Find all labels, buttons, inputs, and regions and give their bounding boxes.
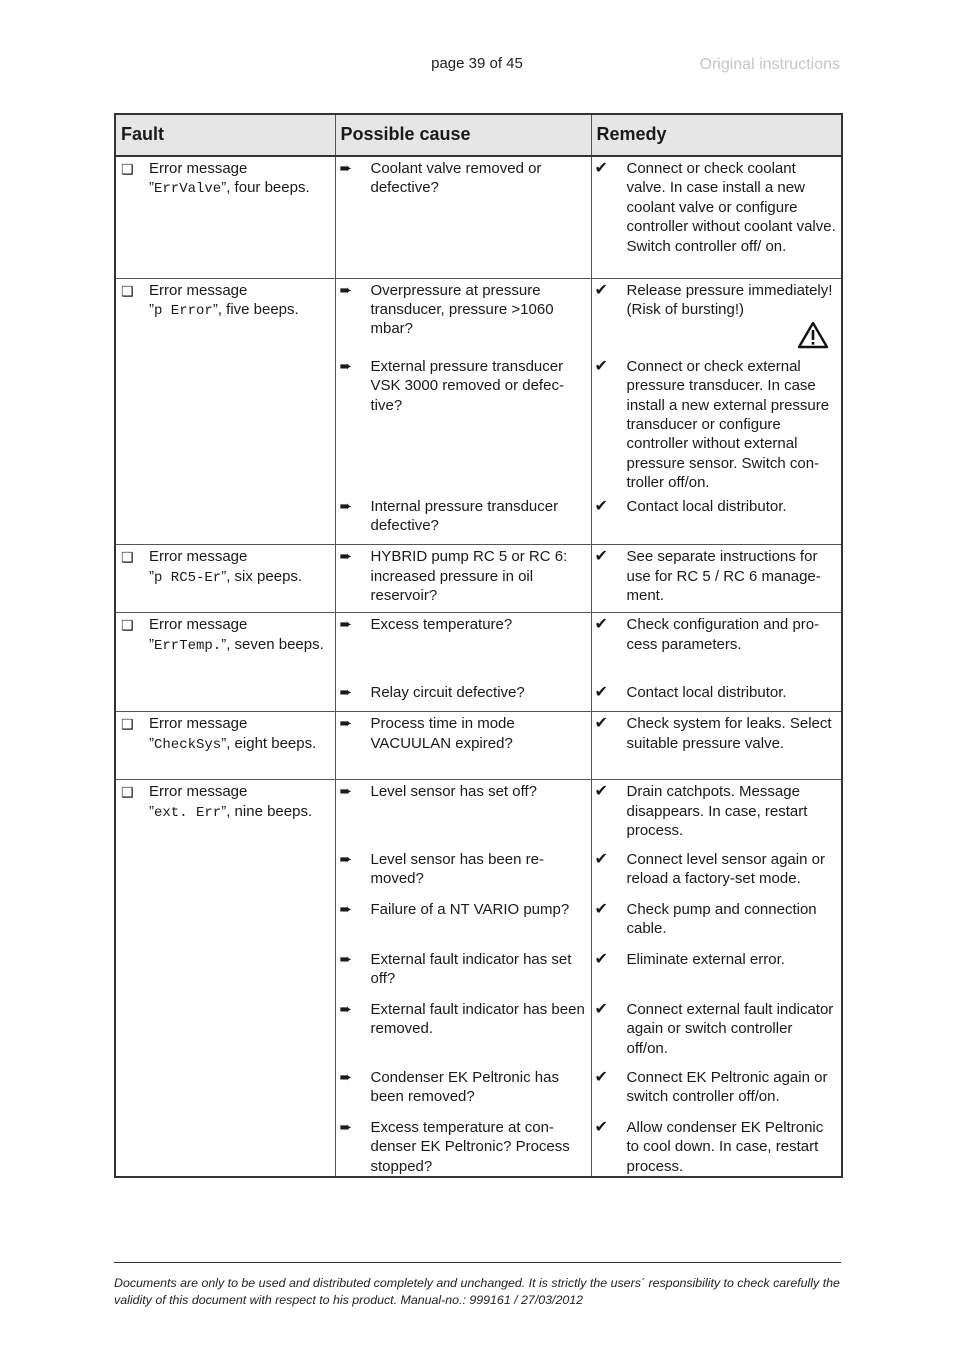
cause-cell: [335, 1066, 591, 1116]
arrow-right-icon: ➨: [339, 783, 353, 801]
arrow-right-icon: ➨: [339, 497, 353, 515]
possible-cause-text: External fault indicator has set off?: [370, 950, 572, 988]
cause-cell: [335, 848, 591, 898]
checkmark-icon: ✔: [594, 1118, 608, 1136]
fault-cell: [115, 780, 335, 1177]
fault-cell: [115, 278, 335, 545]
arrow-right-icon: ➨: [339, 1000, 353, 1018]
fault-cell: [115, 156, 335, 278]
remedy-cell: [591, 681, 842, 712]
fault-beeps: , five beeps.: [217, 300, 299, 318]
error-code: CheckSys: [154, 736, 222, 753]
possible-cause-text: Excess temperature at condenser EK Peltronic? Process stopped?: [370, 1118, 570, 1175]
fault-beeps: , nine beeps.: [226, 802, 313, 820]
remedy-cell: [591, 780, 842, 848]
table-row: [115, 278, 842, 355]
page-number: page 39 of 45: [431, 55, 523, 72]
possible-cause-text: Overpressure at pressure transducer, pressure >1060 mbar?: [370, 281, 554, 338]
cause-cell: [335, 712, 591, 780]
remedy-cell: [591, 156, 842, 278]
error-code: ext. Err: [154, 804, 222, 821]
column-header-remedy: Remedy: [591, 114, 842, 156]
remedy-cell: [591, 1116, 842, 1177]
arrow-right-icon: ➨: [339, 715, 353, 733]
remedy-cell: [591, 355, 842, 495]
fault-label: Error message: [149, 548, 248, 566]
fault-beeps: , four beeps.: [226, 179, 310, 197]
table-row: [115, 156, 842, 278]
fault-label: Error message: [149, 783, 248, 801]
remedy-cell: [591, 998, 842, 1066]
checkmark-icon: ✔: [594, 160, 608, 177]
remedy-text: Allow condenser EK Peltronic to cool down. In case, restart process.: [626, 1118, 824, 1175]
remedy-text: Check pump and connection cable.: [626, 900, 817, 938]
fault-cell: [115, 712, 335, 780]
remedy-text: Connect EK Peltronic again or switch controller off/on.: [626, 1068, 828, 1106]
remedy-text: Connect external fault indicator again or switch controller off/on.: [626, 1000, 834, 1057]
possible-cause-text: Failure of a NT VARIO pump?: [370, 900, 570, 918]
checkmark-icon: ✔: [594, 497, 608, 515]
table-header-row: [115, 114, 842, 156]
warning-triangle-icon: [627, 321, 838, 354]
remedy-text: Connect or check external pressure transducer. In case install a new external pressure transducer or configure controller without external pressure sensor. Switch controller off/on.: [626, 357, 830, 492]
cause-cell: [335, 156, 591, 278]
cause-cell: [335, 355, 591, 495]
quote-open: ”: [149, 179, 154, 197]
table-row: [115, 545, 842, 613]
remedy-text: See separate instructions for use for RC 5 / RC 6 management.: [626, 548, 821, 605]
remedy-text: Contact local distributor.: [626, 683, 787, 701]
error-code: ErrTemp.: [154, 637, 222, 654]
fault-beeps: , seven beeps.: [226, 635, 324, 653]
cause-cell: [335, 681, 591, 712]
remedy-cell: [591, 712, 842, 780]
arrow-right-icon: ➨: [339, 1068, 353, 1086]
table-row: [115, 780, 842, 848]
arrow-right-icon: ➨: [339, 357, 353, 375]
fault-label: Error message: [149, 160, 248, 177]
table-row: [115, 712, 842, 780]
cause-cell: [335, 898, 591, 948]
column-header-possible-cause: Possible cause: [335, 114, 591, 156]
arrow-right-icon: ➨: [339, 160, 353, 177]
checkmark-icon: ✔: [594, 683, 608, 701]
arrow-right-icon: ➨: [339, 548, 353, 566]
checkmark-icon: ✔: [594, 715, 608, 733]
checkbox-icon: ❑: [121, 161, 134, 177]
checkbox-icon: ❑: [121, 617, 134, 634]
remedy-cell: [591, 948, 842, 998]
remedy-cell: [591, 898, 842, 948]
quote-close: ”: [221, 567, 227, 585]
cause-cell: [335, 545, 591, 613]
checkmark-icon: ✔: [594, 616, 608, 634]
footer-disclaimer: Documents are only to be used and distributed completely and unchanged. It is strictly the users´ responsibility to check carefully the validity of this document with respect to his product. Manual-no.: 999161 / 27/03/2012: [114, 1276, 840, 1307]
cause-cell: [335, 998, 591, 1066]
quote-open: ”: [149, 567, 154, 585]
arrow-right-icon: ➨: [339, 850, 353, 868]
checkmark-icon: ✔: [594, 548, 608, 566]
possible-cause-text: HYBRID pump RC 5 or RC 6: increased pressure in oil reservoir?: [370, 548, 568, 605]
fault-beeps: , six peeps.: [226, 567, 303, 585]
quote-open: ”: [149, 300, 154, 318]
remedy-text: Eliminate external error.: [626, 950, 785, 968]
checkmark-icon: ✔: [594, 357, 608, 375]
remedy-cell: [591, 613, 842, 681]
checkmark-icon: ✔: [594, 850, 608, 868]
remedy-text: Check configuration and process parameters.: [626, 616, 820, 653]
footer-divider: [114, 1262, 841, 1263]
remedy-cell: [591, 1066, 842, 1116]
checkmark-icon: ✔: [594, 900, 608, 918]
fault-label: Error message: [149, 616, 248, 634]
quote-open: ”: [149, 635, 154, 653]
remedy-text: Contact local distributor.: [626, 497, 787, 515]
arrow-right-icon: ➨: [339, 683, 353, 701]
quote-close: ”: [221, 802, 227, 820]
possible-cause-text: Internal pressure transducer defective?: [370, 497, 559, 535]
fault-cell: [115, 545, 335, 613]
cause-cell: [335, 1116, 591, 1177]
remedy-cell: [591, 848, 842, 898]
cause-cell: [335, 948, 591, 998]
arrow-right-icon: ➨: [339, 1118, 353, 1136]
checkbox-icon: ❑: [121, 716, 134, 733]
possible-cause-text: External pressure transducer VSK 3000 removed or defective?: [370, 357, 564, 414]
checkmark-icon: ✔: [594, 1068, 608, 1086]
remedy-cell: [591, 278, 842, 355]
troubleshooting-table: [114, 113, 843, 1178]
cause-cell: [335, 278, 591, 355]
checkmark-icon: ✔: [594, 950, 608, 968]
fault-label: Error message: [149, 281, 248, 299]
error-code: p RC5-Er: [154, 569, 222, 586]
possible-cause-text: Level sensor has been removed?: [370, 850, 544, 888]
fault-beeps: , eight beeps.: [226, 734, 317, 752]
arrow-right-icon: ➨: [339, 900, 353, 918]
checkmark-icon: ✔: [594, 281, 608, 299]
checkmark-icon: ✔: [594, 1000, 608, 1018]
header-note: Original instructions: [699, 56, 840, 73]
remedy-cell: [591, 495, 842, 545]
error-code: p Error: [154, 302, 213, 319]
checkmark-icon: ✔: [594, 783, 608, 801]
possible-cause-text: Relay circuit defective?: [370, 683, 525, 701]
column-header-fault: Fault: [115, 114, 335, 156]
remedy-cell: [591, 545, 842, 613]
remedy-text: Drain catchpots. Message disappears. In case, restart process.: [626, 783, 808, 840]
cause-cell: [335, 613, 591, 681]
error-code: ErrValve: [154, 181, 222, 198]
quote-open: ”: [149, 802, 154, 820]
fault-cell: [115, 613, 335, 712]
remedy-text: Connect or check coolant valve. In case install a new coolant valve or configure controller without coolant valve. Switch controller off/ on.: [626, 160, 836, 255]
possible-cause-text: Condenser EK Peltronic has been removed?: [370, 1068, 559, 1106]
checkbox-icon: ❑: [121, 282, 134, 299]
possible-cause-text: Process time in mode VACUULAN expired?: [370, 715, 515, 752]
remedy-text: Release pressure immediately! (Risk of bursting!): [626, 281, 833, 318]
possible-cause-text: Level sensor has set off?: [370, 783, 537, 801]
table-row: [115, 613, 842, 681]
cause-cell: [335, 780, 591, 848]
arrow-right-icon: ➨: [339, 616, 353, 634]
fault-label: Error message: [149, 715, 248, 733]
quote-close: ”: [212, 300, 218, 318]
table-body: [115, 156, 842, 1177]
quote-close: ”: [221, 179, 227, 197]
remedy-text: Check system for leaks. Select suitable pressure valve.: [626, 715, 832, 752]
arrow-right-icon: ➨: [339, 281, 353, 299]
remedy-text: Connect level sensor again or reload a factory-set mode.: [626, 850, 825, 888]
possible-cause-text: Coolant valve removed or defective?: [370, 160, 542, 197]
checkbox-icon: ❑: [121, 549, 134, 566]
quote-close: ”: [221, 635, 227, 653]
quote-close: ”: [221, 734, 227, 752]
checkbox-icon: ❑: [121, 784, 134, 801]
arrow-right-icon: ➨: [339, 950, 353, 968]
quote-open: ”: [149, 734, 154, 752]
possible-cause-text: Excess temperature?: [370, 616, 513, 634]
cause-cell: [335, 495, 591, 545]
possible-cause-text: External fault indicator has been removed.: [370, 1000, 585, 1038]
